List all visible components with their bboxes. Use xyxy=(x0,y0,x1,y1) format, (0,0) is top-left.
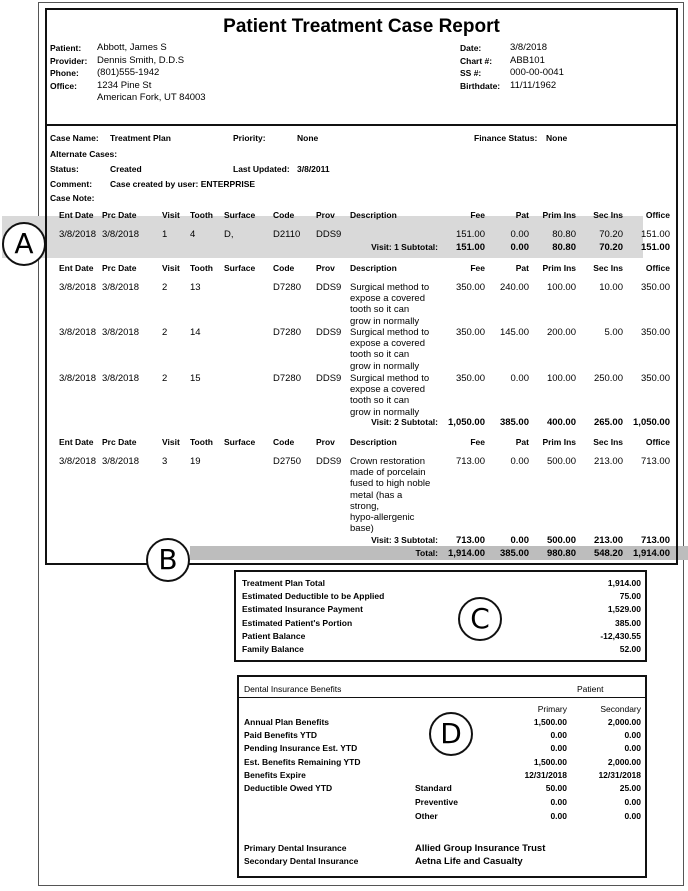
case-note-label: Case Note: xyxy=(50,193,95,203)
table-cell: 3/8/2018 xyxy=(102,282,139,293)
table-cell: 5.00 xyxy=(604,327,623,338)
table-cell: 100.00 xyxy=(546,373,576,384)
table-cell: 0.00 xyxy=(510,456,529,467)
subtotal-value: 385.00 xyxy=(499,548,529,559)
subtotal-value: 80.80 xyxy=(552,242,576,253)
table-cell: D7280 xyxy=(273,373,301,384)
procedure-description: Surgical method to expose a covered tooth so it can grow in normally xyxy=(350,327,430,372)
table-cell: 350.00 xyxy=(640,373,670,384)
column-header: Prim Ins xyxy=(542,263,576,273)
benefit-label: Est. Benefits Remaining YTD xyxy=(244,757,361,767)
subtotal-value: 1,914.00 xyxy=(448,548,485,559)
table-cell: 70.20 xyxy=(599,229,623,240)
table-cell: D2110 xyxy=(273,229,301,240)
benefit-label: Pending Insurance Est. YTD xyxy=(244,743,358,753)
benefit-primary-value: 0.00 xyxy=(550,743,567,753)
column-header: Prc Date xyxy=(102,263,137,273)
column-header: Pat xyxy=(515,210,529,220)
table-cell: DDS9 xyxy=(316,327,342,338)
subtotal-value: 713.00 xyxy=(640,535,670,546)
column-header: Code xyxy=(273,437,295,447)
subtotal-value: 713.00 xyxy=(455,535,485,546)
column-header: Description xyxy=(350,437,397,447)
column-header: Surface xyxy=(224,263,256,273)
table-cell: 151.00 xyxy=(640,229,670,240)
column-header: Prc Date xyxy=(102,210,137,220)
column-header: Office xyxy=(645,437,670,447)
table-cell: 713.00 xyxy=(640,456,670,467)
patient-labels: Patient: Provider: Phone: Office: xyxy=(50,43,88,91)
benefit-secondary-value: 2,000.00 xyxy=(607,717,641,727)
table-cell: 100.00 xyxy=(546,282,576,293)
benefit-secondary-value: 0.00 xyxy=(624,797,641,807)
column-header: Office xyxy=(645,210,670,220)
table-cell: 13 xyxy=(190,282,201,293)
subtotal-label: Visit: 3 Subtotal: xyxy=(371,535,438,545)
column-header: Description xyxy=(350,263,397,273)
alternate-cases-label: Alternate Cases: xyxy=(50,149,118,159)
column-header: Prov xyxy=(316,437,335,447)
table-cell: 350.00 xyxy=(640,327,670,338)
table-cell: 3/8/2018 xyxy=(59,373,96,384)
comment-label: Comment: xyxy=(50,179,93,189)
chart-number: ABB101 xyxy=(510,54,545,66)
table-cell: 250.00 xyxy=(593,373,623,384)
benefit-label: Paid Benefits YTD xyxy=(244,730,318,740)
office-street: 1234 Pine St xyxy=(97,79,152,91)
column-header: Description xyxy=(350,210,397,220)
table-cell: D, xyxy=(224,229,234,240)
table-cell: 213.00 xyxy=(593,456,623,467)
table-cell: 2 xyxy=(162,373,168,384)
table-cell: 15 xyxy=(190,373,201,384)
status-label: Status: xyxy=(50,164,79,174)
subtotal-value: 385.00 xyxy=(499,417,529,428)
table-cell: 151.00 xyxy=(455,229,485,240)
column-header: Office xyxy=(645,263,670,273)
column-header: Sec Ins xyxy=(593,263,623,273)
callout-b: B xyxy=(146,538,190,582)
benefit-primary-value: 12/31/2018 xyxy=(524,770,567,780)
last-updated-value: 3/8/2011 xyxy=(297,164,330,174)
subtotal-value: 1,050.00 xyxy=(633,417,670,428)
column-header: Prim Ins xyxy=(542,210,576,220)
table-cell: 240.00 xyxy=(499,282,529,293)
column-header: Ent Date xyxy=(59,437,94,447)
benefit-primary-value: 1,500.00 xyxy=(533,717,567,727)
callout-d: D xyxy=(429,712,473,756)
benefit-primary-value: 0.00 xyxy=(550,797,567,807)
column-header: Prov xyxy=(316,210,335,220)
header-divider xyxy=(47,124,676,126)
benefit-label: Deductible Owed YTD xyxy=(244,783,333,793)
subtotal-value: 70.20 xyxy=(599,242,623,253)
column-header: Visit xyxy=(162,437,180,447)
table-cell: 3/8/2018 xyxy=(59,327,96,338)
column-header: Sec Ins xyxy=(593,437,623,447)
callout-a: A xyxy=(2,222,46,266)
report-date: 3/8/2018 xyxy=(510,42,547,53)
column-header: Fee xyxy=(470,263,485,273)
benefit-primary-value: 0.00 xyxy=(550,730,567,740)
subtotal-value: 0.00 xyxy=(510,242,529,253)
table-cell: 3 xyxy=(162,456,168,467)
table-cell: 4 xyxy=(190,229,196,240)
priority-label: Priority: xyxy=(233,133,266,143)
table-cell: 19 xyxy=(190,456,201,467)
benefits-box: Dental Insurance Benefits Patient Primary Secondary Annual Plan Benefits Paid Benefits YTD Pending Insurance Est. YTD Est. Benefits Remaining YTD Benefits Expire Deductible Owed YTD 1,500.00 0.00 0.00 1,500.00 12/31/2018 50.00 0.00 0.00 2,000.00 0.00 0.00 2,000.00 12/31/2018 25.00 0.00 0.00 Standard Preventive Other Primary Dental Insurance Secondary Dental Insurance Allied Group Insurance Trust Aetna Life and Casualty D xyxy=(237,675,647,878)
column-header: Fee xyxy=(470,210,485,220)
table-cell: DDS9 xyxy=(316,373,342,384)
column-header: Tooth xyxy=(190,263,213,273)
benefit-primary-value: 1,500.00 xyxy=(533,757,567,767)
table-cell: 3/8/2018 xyxy=(102,229,139,240)
table-cell: 350.00 xyxy=(455,282,485,293)
benefit-primary-value: 0.00 xyxy=(550,811,567,821)
procedure-description: Surgical method to expose a covered tooth so it can grow in normally xyxy=(350,282,430,327)
benefit-secondary-value: 0.00 xyxy=(624,811,641,821)
patient-name: Abbott, James S xyxy=(97,42,167,53)
table-cell: 1 xyxy=(162,229,168,240)
ssn: 000-00-0041 xyxy=(510,67,564,78)
table-cell: 3/8/2018 xyxy=(102,327,139,338)
column-header: Code xyxy=(273,263,295,273)
subtotal-value: 151.00 xyxy=(640,242,670,253)
column-header: Prc Date xyxy=(102,437,137,447)
table-cell: 0.00 xyxy=(510,373,529,384)
phone: (801)555-1942 xyxy=(97,67,160,78)
provider-name: Dennis Smith, D.D.S xyxy=(97,54,185,66)
table-cell: 2 xyxy=(162,282,168,293)
page-title: Patient Treatment Case Report xyxy=(223,16,500,37)
callout-c: C xyxy=(458,597,502,641)
table-cell: 145.00 xyxy=(499,327,529,338)
column-header: Surface xyxy=(224,437,256,447)
subtotal-label: Total: xyxy=(415,548,438,558)
table-cell: 0.00 xyxy=(510,229,529,240)
benefit-label: Annual Plan Benefits xyxy=(244,717,330,727)
table-cell: DDS9 xyxy=(316,456,342,467)
benefit-primary-value: 50.00 xyxy=(545,783,567,793)
table-cell: 500.00 xyxy=(546,456,576,467)
table-cell: 3/8/2018 xyxy=(59,282,96,293)
procedure-description: Surgical method to expose a covered tooth so it can grow in normally xyxy=(350,373,430,418)
benefit-secondary-value: 12/31/2018 xyxy=(598,770,641,780)
table-cell: 14 xyxy=(190,327,201,338)
subtotal-value: 151.00 xyxy=(455,242,485,253)
column-header: Prov xyxy=(316,263,335,273)
benefit-secondary-value: 0.00 xyxy=(624,730,641,740)
table-cell: 2 xyxy=(162,327,168,338)
office-city: American Fork, UT 84003 xyxy=(97,92,206,103)
table-cell: 713.00 xyxy=(455,456,485,467)
subtotal-value: 500.00 xyxy=(546,535,576,546)
column-header: Tooth xyxy=(190,210,213,220)
column-header: Pat xyxy=(515,437,529,447)
case-name-label: Case Name: xyxy=(50,133,99,143)
birthdate: 11/11/1962 xyxy=(510,79,557,91)
table-cell: 3/8/2018 xyxy=(59,456,96,467)
subtotal-value: 0.00 xyxy=(510,535,529,546)
comment-value: Case created by user: ENTERPRISE xyxy=(110,179,256,189)
priority-value: None xyxy=(297,133,319,143)
benefits-divider xyxy=(239,697,645,698)
column-header: Sec Ins xyxy=(593,210,623,220)
finance-value: None xyxy=(546,133,568,143)
column-header: Surface xyxy=(224,210,256,220)
table-cell: 350.00 xyxy=(455,327,485,338)
table-cell: 80.80 xyxy=(552,229,576,240)
subtotal-label: Visit: 2 Subtotal: xyxy=(371,417,438,427)
column-header: Visit xyxy=(162,210,180,220)
table-cell: 350.00 xyxy=(640,282,670,293)
meta-labels: Date: Chart #: SS #: Birthdate: xyxy=(460,43,501,91)
patient-values xyxy=(97,42,206,105)
subtotal-value: 980.80 xyxy=(546,548,576,559)
table-cell: 350.00 xyxy=(455,373,485,384)
benefit-secondary-value: 2,000.00 xyxy=(607,757,641,767)
column-header: Ent Date xyxy=(59,263,94,273)
subtotal-value: 265.00 xyxy=(593,417,623,428)
benefit-label: Benefits Expire xyxy=(244,770,306,780)
table-cell: D7280 xyxy=(273,282,301,293)
benefit-secondary-value: 0.00 xyxy=(624,743,641,753)
table-cell: 200.00 xyxy=(546,327,576,338)
column-header: Visit xyxy=(162,263,180,273)
last-updated-label: Last Updated: xyxy=(233,164,290,174)
table-cell: 3/8/2018 xyxy=(102,456,139,467)
column-header: Pat xyxy=(515,263,529,273)
subtotal-value: 213.00 xyxy=(593,535,623,546)
column-header: Tooth xyxy=(190,437,213,447)
subtotal-value: 548.20 xyxy=(593,548,623,559)
summary-box: Treatment Plan Total Estimated Deductible to be Applied Estimated Insurance Payment Estimated Patient's Portion Patient Balance Family Balance 1,914.00 75.00 1,529.00 385.00 -12,430.55 52.00 C xyxy=(234,570,647,662)
finance-label: Finance Status: xyxy=(474,133,538,143)
benefit-secondary-value: 25.00 xyxy=(619,783,641,793)
table-cell: DDS9 xyxy=(316,282,342,293)
case-name: Treatment Plan xyxy=(110,133,171,143)
column-header: Prim Ins xyxy=(542,437,576,447)
subtotal-value: 1,050.00 xyxy=(448,417,485,428)
column-header: Fee xyxy=(470,437,485,447)
subtotal-value: 400.00 xyxy=(546,417,576,428)
subtotal-value: 1,914.00 xyxy=(633,548,670,559)
table-cell: DDS9 xyxy=(316,229,342,240)
procedure-description: Crown restoration made of porcelain fused to high noble metal (has a strong, hypo-allergenic base) xyxy=(350,456,431,535)
column-header: Ent Date xyxy=(59,210,94,220)
table-cell: 10.00 xyxy=(599,282,623,293)
table-cell: D2750 xyxy=(273,456,301,467)
status-value: Created xyxy=(110,164,142,174)
meta-values xyxy=(510,42,564,92)
table-cell: D7280 xyxy=(273,327,301,338)
subtotal-label: Visit: 1 Subtotal: xyxy=(371,242,438,252)
column-header: Code xyxy=(273,210,295,220)
table-cell: 3/8/2018 xyxy=(102,373,139,384)
table-cell: 3/8/2018 xyxy=(59,229,96,240)
